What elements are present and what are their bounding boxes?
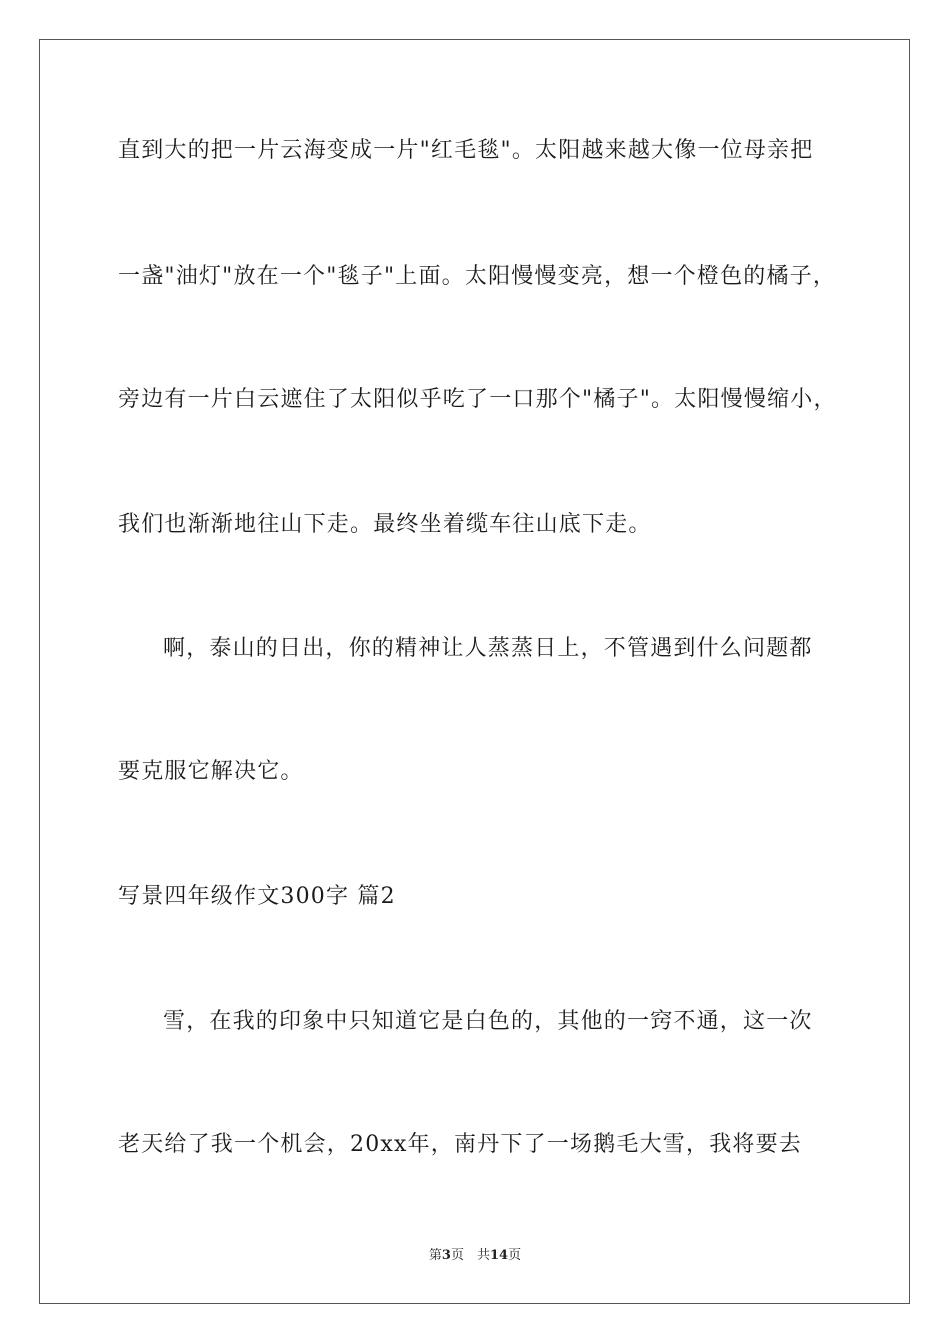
text-line: 直到大的把一片云海变成一片"红毛毯"。太阳越来越大像一位母亲把 <box>118 138 814 163</box>
section-heading: 写景四年级作文300字 篇2 <box>118 884 396 909</box>
text-line: 我们也渐渐地往山下走。最终坐着缆车往山底下走。 <box>118 512 652 537</box>
paragraph-start-line: 雪，在我的印象中只知道它是白色的，其他的一窍不通，这一次 <box>163 1009 813 1034</box>
text-line: 旁边有一片白云遮住了太阳似乎吃了一口那个"橘子"。太阳慢慢缩小， <box>118 387 837 412</box>
page-suffix: 页 <box>508 1248 522 1263</box>
page-prefix: 第 <box>428 1248 442 1263</box>
page-mid: 页 共 <box>450 1248 490 1263</box>
page-footer <box>0 1247 950 1265</box>
text-line: 一盏"油灯"放在一个"毯子"上面。太阳慢慢变亮，想一个橙色的橘子， <box>118 264 837 289</box>
page-border <box>39 39 910 1304</box>
page-total-number: 14 <box>489 1248 509 1263</box>
page-current-number: 3 <box>441 1248 451 1263</box>
paragraph-start-line: 啊，泰山的日出，你的精神让人蒸蒸日上，不管遇到什么问题都 <box>163 636 813 661</box>
text-line: 老天给了我一个机会，20xx年，南丹下了一场鹅毛大雪，我将要去 <box>118 1132 803 1157</box>
text-line: 要克服它解决它。 <box>118 759 304 784</box>
